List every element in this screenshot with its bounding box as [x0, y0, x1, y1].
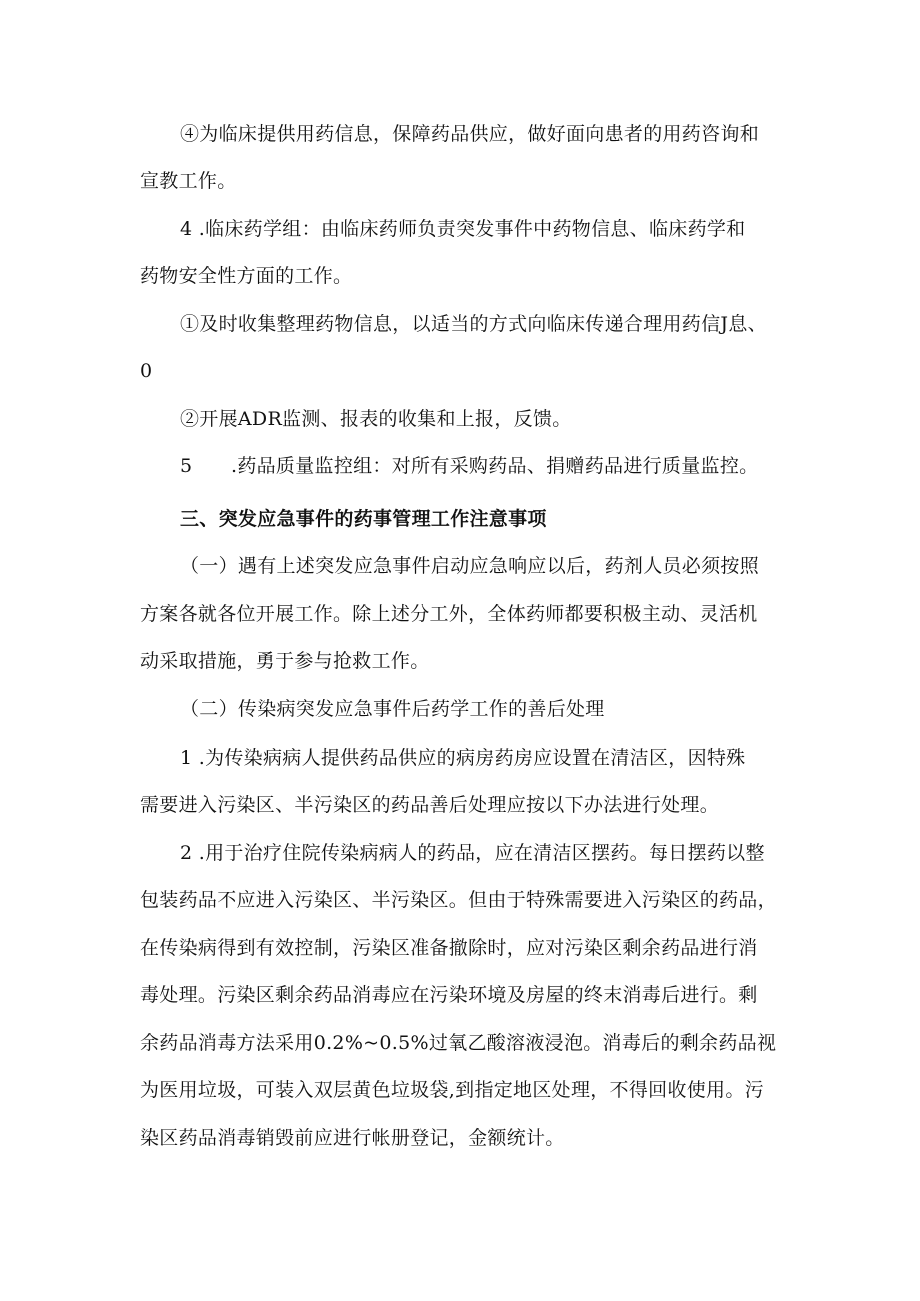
- text-line: 药物安全性方面的工作。: [140, 265, 353, 287]
- text-line: ①及时收集整理药物信息，以适当的方式向临床传递合理用药信J息、: [180, 313, 767, 335]
- text-line: 毒处理。污染区剩余药品消毒应在污染环境及房屋的终末消毒后进行。剩: [140, 984, 758, 1006]
- text-line: 包装药品不应进入污染区、半污染区。但由于特殊需要进入污染区的药品，: [140, 889, 777, 911]
- text-line: 4 .临床药学组：由临床药师负责突发事件中药物信息、临床药学和: [180, 218, 746, 240]
- text-line: 需要进入污染区、半污染区的药品善后处理应按以下办法进行处理。: [140, 794, 720, 816]
- text-line: 5 .药品质量监控组：对所有采购药品、捐赠药品进行质量监控。: [180, 455, 759, 477]
- text-line: 方案各就各位开展工作。除上述分工外，全体药师都要积极主动、灵活机: [140, 603, 758, 625]
- text-line: 在传染病得到有效控制，污染区准备撤除时，应对污染区剩余药品进行消: [140, 937, 758, 959]
- text-line: 0: [140, 360, 153, 382]
- text-line: 2 .用于治疗住院传染病病人的药品，应在清洁区摆药。每日摆药以整: [180, 842, 765, 864]
- text-line: ④为临床提供用药信息，保障药品供应，做好面向患者的用药咨询和: [180, 123, 760, 145]
- text-line: 宣教工作。: [140, 170, 237, 192]
- text-line: 染区药品消毒销毁前应进行帐册登记，金额统计。: [140, 1127, 565, 1149]
- section-heading: 三、突发应急事件的药事管理工作注意事项: [180, 508, 547, 530]
- text-line: ②开展ADR监测、报表的收集和上报，反馈。: [180, 408, 572, 430]
- text-line: 动采取措施，勇于参与抢救工作。: [140, 650, 430, 672]
- text-line: 余药品消毒方法采用0.2%~0.5%过氧乙酸溶液浸泡。消毒后的剩余药品视: [140, 1032, 777, 1054]
- text-line: 为医用垃圾，可装入双层黄色垃圾袋,到指定地区处理，不得回收使用。污: [140, 1079, 764, 1101]
- text-line: 1 .为传染病病人提供药品供应的病房药房应设置在清洁区，因特殊: [180, 747, 746, 769]
- text-line: （一）遇有上述突发应急事件启动应急响应以后，药剂人员必须按照: [180, 555, 760, 577]
- subheading-line: （二）传染病突发应急事件后药学工作的善后处理: [180, 698, 605, 720]
